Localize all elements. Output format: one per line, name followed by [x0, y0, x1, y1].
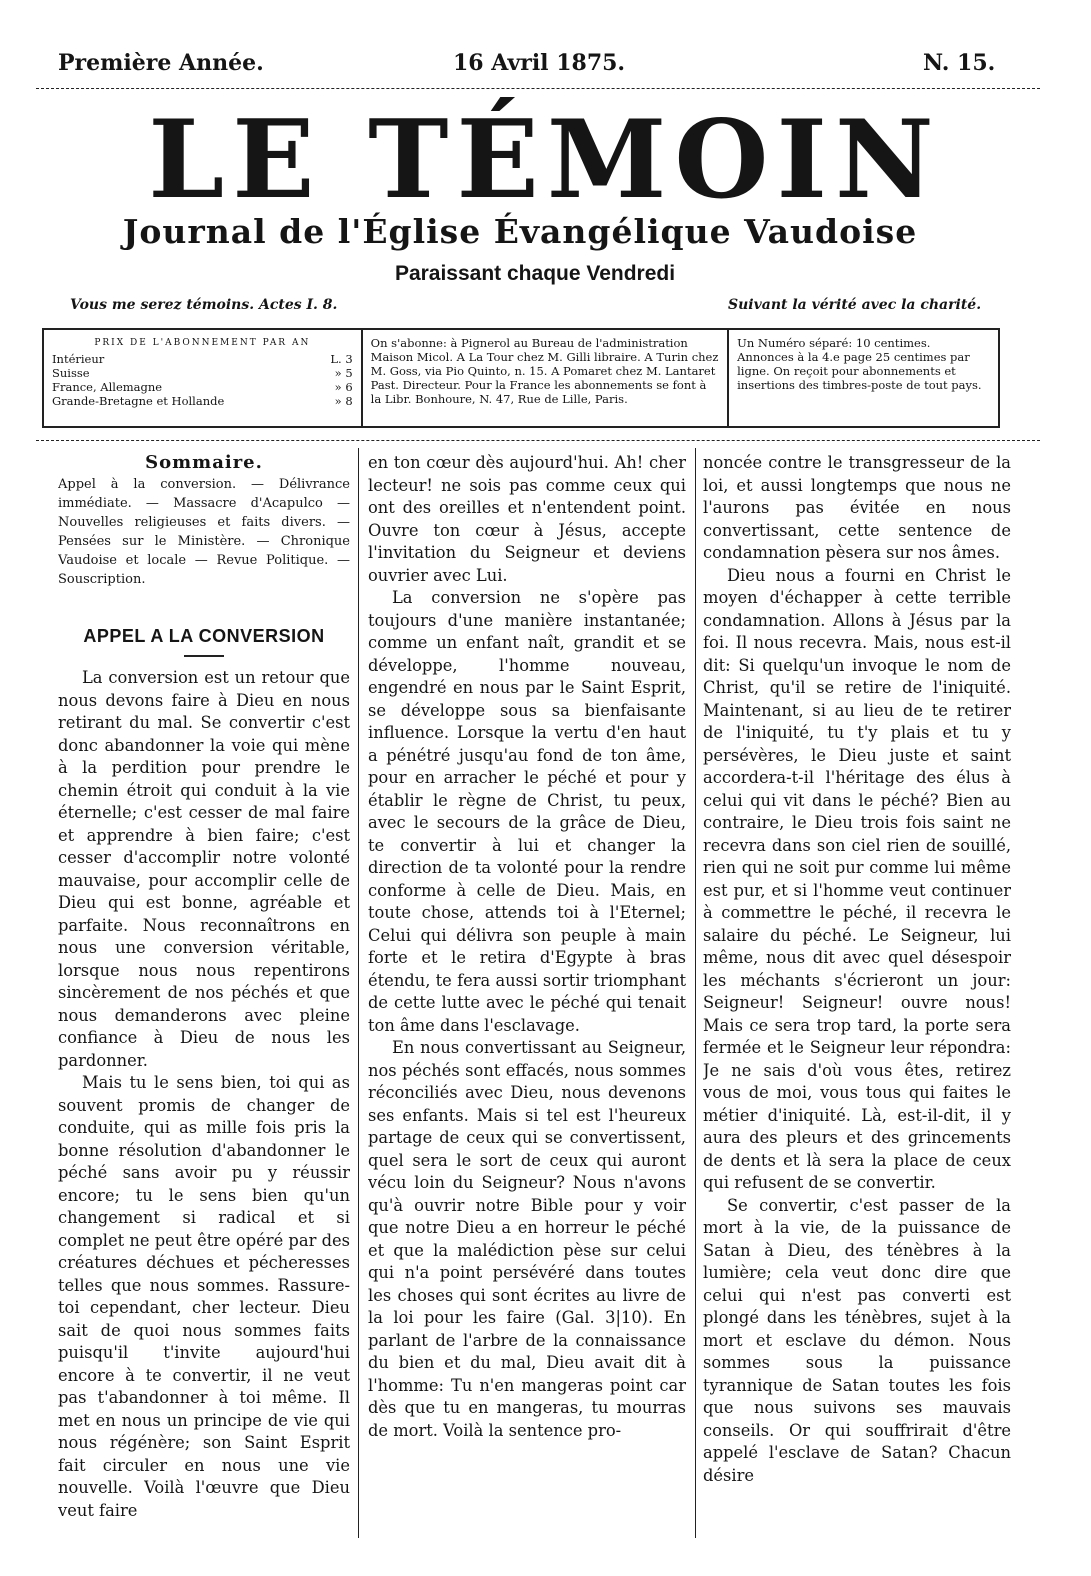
paragraph: en ton cœur dès aujourd'hui. Ah! cher lecteur! ne sois pas comme ceux qui ont des oreilles et n'entendent point. Ouvre ton cœur à Jésus, accepte l'invitation du Seigneur et deviens ouvrier avec Lui.	[368, 453, 686, 585]
price-row: Intérieur L. 3	[52, 352, 353, 366]
motto-right: Suivant la vérité avec la charité.	[728, 297, 982, 313]
paragraph: En nous convertissant au Seigneur, nos péchés sont effacés, nous sommes réconciliés avec Dieu, nous devenons ses enfants. Mais si tel est l'heureux partage de ceux qui se convertissent, quel sera le sort de ceux qui auront vécu loin du Seigneur? Nous n'avons qu'à ouvrir notre Bible pour y voir que notre Dieu a en horreur le péché et que la malédiction pèse sur celui qui n'a point persévéré dans toutes les choses qui sont écrites au livre de la loi pour les faire (Gal. 3|10). En parlant de l'arbre de la connaissance du bien et du mal, Dieu avait dit à l'homme: Tu n'en mangeras point car dès que tu en mangeras, tu mourras de mort. Voilà la sentence pro-	[368, 1038, 686, 1440]
year-label: Première Année.	[58, 50, 264, 76]
column-2	[368, 452, 686, 1532]
paragraph: Mais tu le sens bien, toi qui as souvent promis de changer de conduite, qui as mille fois pris la bonne résolution d'abandonner le péché sans avoir pu y réussir encore; tu le sens bien qu'un changement si radical et si complet ne peut être opéré par des créatures déchues et pécheresses telles que nous sommes. Rassure-toi cependant, cher lecteur. Dieu sait de quoi nous sommes faits puisqu'il t'invite aujourd'hui encore à te convertir, il ne veut pas t'abandonner à toi même. Il met en nous un principe de vie qui nous régénère; son Saint Esprit fait circuler en nous une vie nouvelle. Voilà l'œuvre que Dieu veut faire	[58, 1073, 350, 1520]
paragraph: noncée contre le transgresseur de la loi, et aussi longtemps que nous ne l'aurons pas évitée en nous convertissant, cette sentence de condamnation pèsera sur nos âmes.	[703, 453, 1011, 562]
title-dash	[184, 655, 224, 657]
price-row: France, Allemagne » 6	[52, 380, 353, 394]
paragraph: Dieu nous a fourni en Christ le moyen d'échapper à cette terrible condamnation. Allons à Jésus par la foi. Il nous recevra. Mais, nous est-il dit: Si quelqu'un invoque le nom de Christ, qu'il se retire de l'iniquité. Maintenant, si au lieu de te retirer de l'iniquité, tu t'y plais et tu y persévères, le Dieu juste et saint accordera-t-il l'héritage des élus à celui qui vit dans le péché? Bien au contraire, le Dieu trois fois saint ne recevra dans son ciel rien de souillé, rien qui ne soit pur comme lui même est pur, et si l'homme veut continuer à commettre le péché, il recevra le salaire du péché. Le Seigneur, lui même, nous dit avec quel désespoir les méchants s'écrieront un jour: Seigneur! Seigneur! ouvre nous! Mais ce sera trop tard, la porte sera fermée et le Seigneur leur répondra: Je ne sais d'où vous êtes, retirez vous de moi, vous tous qui faites le métier d'iniquité. Là, est-il-dit, il y aura des pleurs et des grincements de dents et là sera la place de ceux qui refusent de se convertir.	[703, 565, 1011, 1192]
motto-left: Vous me serez témoins. Actes I. 8.	[70, 297, 338, 313]
column-3	[703, 452, 1011, 1532]
issue-number: N. 15.	[923, 50, 996, 76]
issue-date: 16 Avril 1875.	[453, 50, 626, 76]
sommaire-text: Appel à la conversion. — Délivrance immédiate. — Massacre d'Acapulco — Nouvelles religieuses et faits divers. — Pensées sur le Ministère. — Chronique Vaudoise et locale — Revue Politique. — Souscription.	[58, 476, 350, 587]
column-1	[58, 452, 350, 1532]
paragraph: Se convertir, c'est passer de la mort à la vie, de la puissance de Satan à Dieu, des ténèbres à la lumière; cela veut donc dire que celui qui n'est pas converti est plongé dans les ténèbres, sujet à la mort et esclave du démon. Nous sommes sous la puissance tyrannique de Satan toutes les fois que nous suivons ses mauvais conseils. Or qui souffrirait d'être appelé l'esclave de Satan? Chacun désire	[703, 1195, 1011, 1485]
price-row: Suisse » 5	[52, 366, 353, 380]
column-rule	[358, 448, 359, 1538]
price-heading: PRIX DE L'ABONNEMENT PAR AN	[94, 338, 311, 348]
price-list	[44, 330, 363, 426]
header-rule	[36, 88, 1040, 89]
price-row: Grande-Bretagne et Hollande » 8	[52, 394, 353, 408]
subscription-addresses: On s'abonne: à Pignerol au Bureau de l'administration Maison Micol. A La Tour chez M. Gilli libraire. A Turin chez M. Goss, via Pio Quinto, n. 15. A Pomaret chez M. Lantaret Past. Directeur. Pour la France les abonnements se font à la Libr. Bonhoure, N. 47, Rue de Lille, Paris.	[363, 330, 729, 426]
box-rule	[36, 440, 1040, 441]
article-title: APPEL A LA CONVERSION	[83, 625, 325, 646]
sommaire-title: Sommaire.	[145, 452, 263, 473]
subscription-box	[42, 328, 1000, 428]
paragraph: La conversion ne s'opère pas toujours d'une manière instantanée; comme un enfant naît, grandit et se développe, l'homme nouveau, engendré en nous par le Saint Esprit, se développe sous sa bienfaisante influence. Lorsque la vertu d'en haut a pénétré jusqu'au fond de ton âme, pour en arracher le péché et pour y établir le règne de Christ, tu peux, avec le secours de la grâce de Dieu, te convertir à lui et changer la direction de ta volonté pour la rendre conforme à celle de Dieu. Mais, en toute chose, attends toi à l'Eternel; Celui qui délivra son peuple à main forte et le retira d'Egypte à bras étendu, te fera aussi sortir triomphant de cette lutte avec le péché qui tenait ton âme dans l'esclavage.	[368, 588, 686, 1035]
column-rule	[695, 448, 696, 1538]
paragraph: La conversion est un retour que nous devons faire à Dieu en nous retirant du mal. Se convertir c'est donc abandonner la voie qui mène à la perdition pour prendre le chemin étroit qui conduit à la vie éternelle; c'est cesser de mal faire et apprendre à bien faire; c'est cesser d'accomplir notre volonté mauvaise, pour accomplir celle de Dieu qui est bonne, agréable et parfaite. Nous reconnaîtrons en nous une conversion véritable, lorsque nous nous repentirons sincèrement de nos péchés et que nous demanderons avec pleine confiance à Dieu de nous les pardonner.	[58, 668, 350, 1070]
subscription-notes: Un Numéro séparé: 10 centimes. Annonces à la 4.e page 25 centimes par ligne. On reçoit pour abonnements et insertions des timbres-poste de tout pays.	[737, 336, 982, 392]
publication-frequency: Paraissant chaque Vendredi	[394, 262, 676, 285]
masthead-title: LE TÉMOIN	[148, 97, 942, 223]
masthead-subtitle: Journal de l'Église Évangélique Vaudoise	[122, 212, 918, 251]
